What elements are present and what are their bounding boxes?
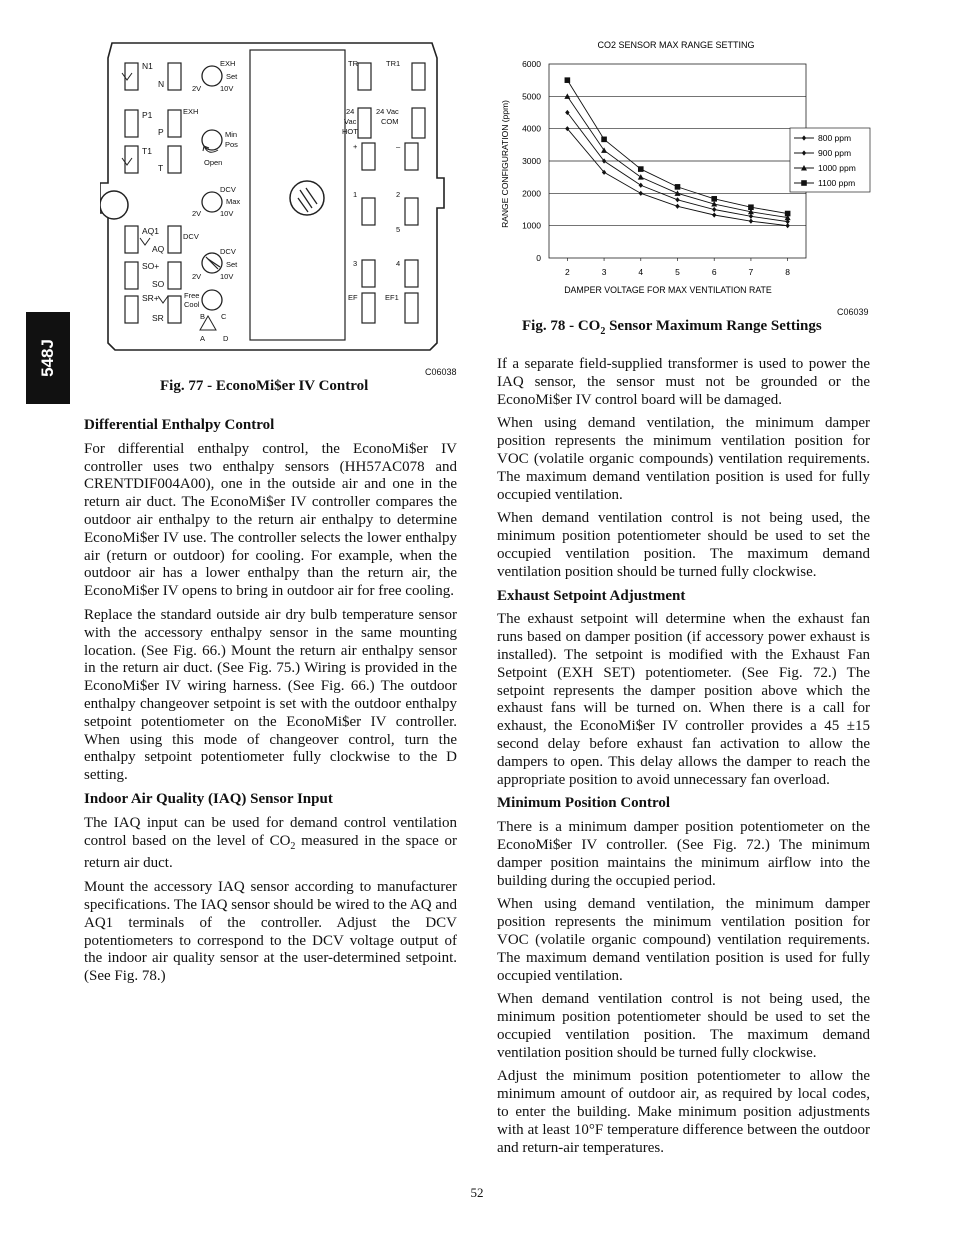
data-point xyxy=(638,166,644,172)
x-tick-label: 3 xyxy=(601,267,607,277)
mounting-hole xyxy=(100,191,128,219)
y-tick-label: 2000 xyxy=(522,188,541,199)
terminal-label: P1 xyxy=(142,110,153,120)
svg-text:Set: Set xyxy=(226,260,238,269)
paragraph: Mount the accessory IAQ sensor according to manufacturer specifications. The IAQ sensor should be wired to the AQ and AQ1 terminals of the controller. Adjust the DCV potentiometers to correspond to the DCV voltage output of the indoor air quality sensor at the user-determined setpoint. (See Fig. 78.) xyxy=(84,879,457,985)
economizer-control-board xyxy=(100,38,445,353)
svg-text:10V: 10V xyxy=(220,209,234,218)
svg-text:Vac: Vac xyxy=(344,117,357,126)
data-point xyxy=(565,77,571,83)
series-line xyxy=(567,129,787,226)
paragraph: When using demand ventilation, the minimum damper position represents the minimum ventilation position for VOC (volatile organic compound) ventilation requirements. The maximum demand ventilation position is used for fully occupied ventilation. xyxy=(497,896,870,984)
terminal-label: AQ1 xyxy=(142,226,160,236)
y-tick-label: 0 xyxy=(536,253,541,263)
y-tick-label: 3000 xyxy=(522,156,541,166)
svg-text:10V: 10V xyxy=(220,272,234,281)
svg-text:Set: Set xyxy=(226,72,238,81)
svg-text:B: B xyxy=(200,312,206,321)
section-heading: Differential Enthalpy Control xyxy=(84,417,275,433)
svg-text:A: A xyxy=(200,334,206,343)
svg-text:TR: TR xyxy=(348,59,358,68)
data-point xyxy=(675,197,679,202)
data-point xyxy=(601,147,607,153)
y-tick-label: 5000 xyxy=(522,91,541,102)
figure-code: C06039 xyxy=(837,307,869,317)
paragraph: Replace the standard outside air dry bulb temperature sensor with the accessory enthalpy sensor in the same mounting location. (See Fig. 66.) Mount the return air enthalpy sensor in the return air duct. (See Fig. 75.) Wiring is provided in the EconoMi$er IV wiring harness. (See Fig. 66.) The outdoor enthalpy changeover setpoint is set with the outdoor enthalpy setpoint potentiometer on the EconoMi$er IV controller. When using this mode of changeover control, turn the enthalpy setpoint potentiometer fully clockwise to the D setting. xyxy=(84,606,457,784)
svg-text:10V: 10V xyxy=(220,84,234,93)
page-number: 52 xyxy=(470,1185,484,1200)
svg-text:2V: 2V xyxy=(192,209,202,218)
data-point xyxy=(712,207,716,212)
svg-text:Pos: Pos xyxy=(225,140,238,149)
y-tick-label: 6000 xyxy=(522,59,541,69)
left-column xyxy=(84,417,457,992)
paragraph: When demand ventilation control is not being used, the minimum position potentiometer should be used to set the occupied ventilation position. The maximum demand ventilation position should be turned fully clockwise. xyxy=(497,991,870,1061)
legend-label: 900 ppm xyxy=(818,148,852,158)
svg-text:2: 2 xyxy=(396,190,401,199)
paragraph: When demand ventilation control is not being used, the minimum position potentiometer should be used to set the occupied ventilation position. The maximum demand ventilation position should be turned fully clockwise. xyxy=(497,510,870,580)
co2-range-chart xyxy=(495,36,875,321)
y-tick-labels xyxy=(522,59,541,263)
section-heading: Exhaust Setpoint Adjustment xyxy=(497,587,686,604)
legend-label: 800 ppm xyxy=(818,133,852,143)
svg-text:Min: Min xyxy=(225,130,238,139)
svg-text:C: C xyxy=(221,312,227,321)
svg-text:+: + xyxy=(353,142,358,151)
right-column xyxy=(497,356,870,1163)
x-tick-label: 8 xyxy=(785,267,791,277)
terminal-label: SO xyxy=(152,279,165,289)
x-axis-label: DAMPER VOLTAGE FOR MAX VENTILATION RATE xyxy=(564,285,772,295)
svg-text:EF: EF xyxy=(348,293,358,302)
svg-text:Free: Free xyxy=(184,291,200,300)
x-tick-labels xyxy=(565,258,790,277)
terminal-label: SO+ xyxy=(142,261,160,271)
paragraph: Adjust the minimum position potentiometer to allow the minimum amount of outdoor air, as required by local codes, to enter the building. Make minimum position adjustments with at least 10°F temperature difference between the outdoor and return-air temperatures. xyxy=(497,1068,870,1156)
data-point xyxy=(749,214,753,219)
terminal-label: T1 xyxy=(142,146,152,156)
terminal-label: SR xyxy=(152,313,164,323)
chart-title: CO2 SENSOR MAX RANGE SETTING xyxy=(597,40,755,50)
svg-text:2V: 2V xyxy=(192,272,202,281)
chart-legend xyxy=(790,128,870,192)
data-point xyxy=(748,204,754,210)
data-point xyxy=(638,174,644,180)
x-tick-label: 2 xyxy=(564,267,570,277)
data-point xyxy=(712,212,716,217)
svg-text:Max: Max xyxy=(226,197,241,206)
svg-text:EXH: EXH xyxy=(220,59,236,68)
y-axis-label: RANGE CONFIGURATION (ppm) xyxy=(500,100,510,228)
paragraph: When using demand ventilation, the minimum damper position represents the minimum ventilation position for VOC (volatile organic compounds) ventilation requirements. The maximum demand ventilation position is used for fully occupied ventilation. xyxy=(497,415,870,503)
svg-text:–: – xyxy=(396,142,401,151)
paragraph: The IAQ input can be used for demand control ventilation control based on the level of $CO_2$ measured in the space or return air duct. xyxy=(84,814,457,872)
svg-text:EF1: EF1 xyxy=(385,293,399,302)
section-heading: Minimum Position Control xyxy=(497,795,671,812)
x-tick-label: 7 xyxy=(748,267,754,277)
terminal-label: P xyxy=(158,127,164,137)
svg-text:5: 5 xyxy=(396,225,401,234)
section-heading: Indoor Air Quality (IAQ) Sensor Input xyxy=(84,790,333,807)
data-point xyxy=(639,191,643,196)
terminal-label: T xyxy=(158,163,164,173)
paragraph: The exhaust setpoint will determine when the exhaust fan runs based on damper position (if accessory power exhaust is installed). The setpoint is modified with the Exhaust Fan Setpoint (EXH SET) potentiometer. (See Fig. 72.) The setpoint represents the damper position above which the exhaust fans will be turned on. When there is a call for exhaust, the EconoMi$er IV controller provides a 45 ±15 second delay before exhaust fan activation to allow the dampers to open. This delay allows the damper to reach the appropriate position to avoid unnecessary fan overload. xyxy=(497,611,870,788)
svg-text:TR1: TR1 xyxy=(386,59,401,68)
svg-text:3: 3 xyxy=(353,259,358,268)
y-tick-label: 4000 xyxy=(522,123,541,134)
y-tick-label: 1000 xyxy=(522,220,541,231)
svg-text:HOT: HOT xyxy=(342,127,358,136)
legend-marker xyxy=(801,180,807,186)
data-point xyxy=(675,184,681,190)
svg-text:24 Vac: 24 Vac xyxy=(376,107,399,116)
legend-label: 1100 ppm xyxy=(818,178,856,188)
x-tick-label: 5 xyxy=(675,267,680,277)
svg-text:2V: 2V xyxy=(192,84,202,93)
terminal-label: AQ xyxy=(152,244,165,254)
terminal-label: N xyxy=(158,79,165,89)
svg-text:D: D xyxy=(223,334,229,343)
data-point xyxy=(749,219,753,224)
svg-text:Open: Open xyxy=(204,158,223,167)
svg-text:Cool: Cool xyxy=(184,300,200,309)
chart-grid xyxy=(549,64,806,258)
svg-text:24: 24 xyxy=(346,107,355,116)
paragraph: There is a minimum damper position potentiometer on the EconoMi$er IV controller. (See Fig. 72.) The minimum damper position maintains the minimum airflow into the building during the occupied period. xyxy=(497,819,870,889)
x-tick-label: 6 xyxy=(711,267,717,277)
figure-code: C06038 xyxy=(425,367,457,377)
svg-text:EXH: EXH xyxy=(183,107,199,116)
data-point xyxy=(785,211,791,217)
terminal-label: N1 xyxy=(142,61,153,71)
paragraph: If a separate field-supplied transformer is used to power the IAQ sensor, the sensor must not be grounded or the EconoMi$er IV control board will be damaged. xyxy=(497,356,870,408)
side-tab: 548J xyxy=(26,312,70,404)
chart-series xyxy=(564,77,790,228)
data-point xyxy=(675,204,679,209)
data-point xyxy=(711,196,717,202)
svg-text:COM: COM xyxy=(381,117,399,126)
data-point xyxy=(639,183,643,188)
data-point xyxy=(601,137,607,143)
terminal-label: SR+ xyxy=(142,293,159,303)
paragraph: For differential enthalpy control, the EconoMi$er IV controller uses two enthalpy sensors (HH57AC078 and CRENTDIF004A00), one in the outside air and one in the return air duct. The EconoMi$er IV controller compares the outdoor air enthalpy to the return air enthalpy to determine EconoMi$er IV use. The controller selects the lower enthalpy air (return or outdoor) for cooling. For example, when the outdoor air has a lower enthalpy than the return air, the EconoMi$er IV opens to bring in outdoor air for free cooling. xyxy=(84,440,457,600)
fig77-caption: Fig. 77 - EconoMi$er IV Control xyxy=(160,378,369,394)
svg-text:DCV: DCV xyxy=(183,232,199,241)
svg-text:DCV: DCV xyxy=(220,185,236,194)
fig78-caption: Fig. $78 - CO_2$ Sensor Maximum Range Settings xyxy=(522,318,822,337)
svg-text:4: 4 xyxy=(396,259,401,268)
legend-label: 1000 ppm xyxy=(818,163,856,173)
svg-text:DCV: DCV xyxy=(220,247,236,256)
x-tick-label: 4 xyxy=(638,267,644,277)
svg-text:1: 1 xyxy=(353,190,358,199)
